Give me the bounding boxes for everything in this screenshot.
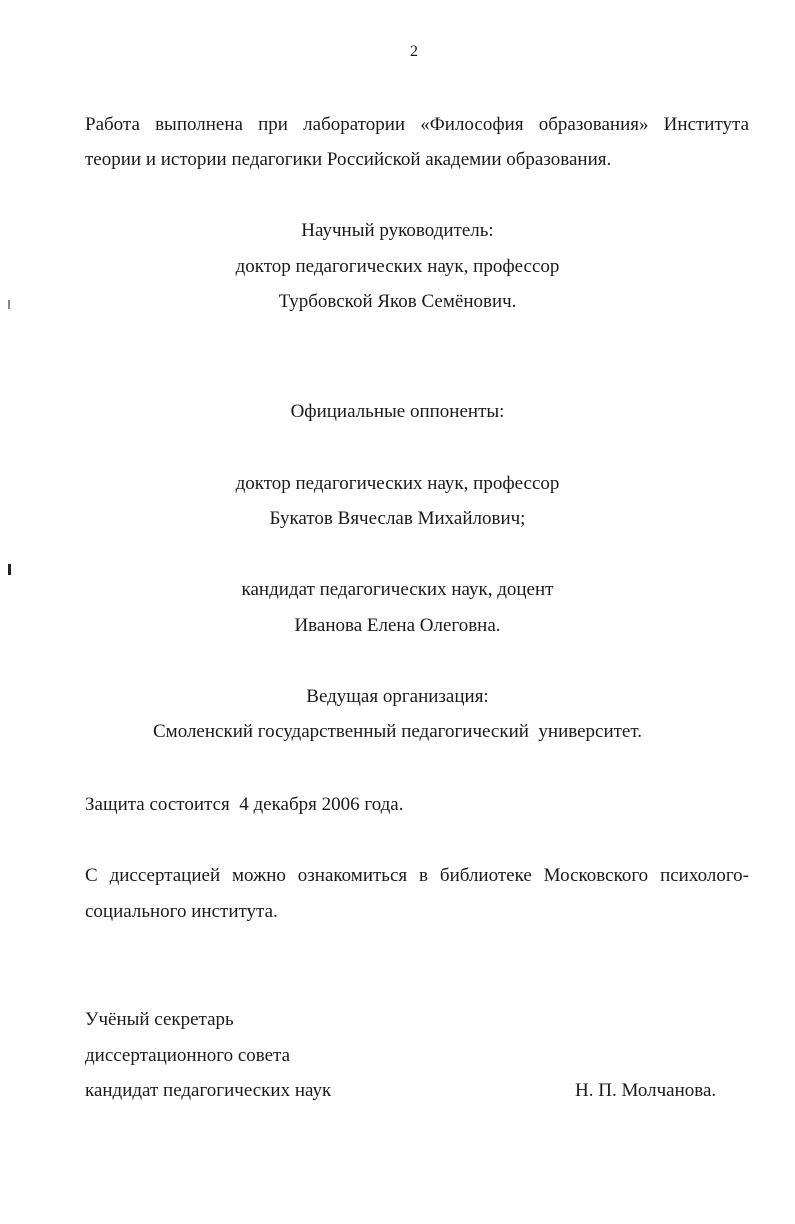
intro-line-1: Работа выполнена при лаборатории «Философия образования» Института (85, 114, 749, 135)
opponent-2-name: Иванова Елена Олеговна. (294, 615, 501, 636)
opponent-2-title: кандидат педагогических наук, доцент (241, 579, 554, 600)
supervisor-title: доктор педагогических наук, профессор (235, 256, 560, 277)
secretary-line-1: Учёный секретарь (85, 1009, 234, 1030)
intro-line-2: теории и истории педагогики Российской академии образования. (85, 149, 612, 170)
secretary-signature-name: Н. П. Молчанова. (575, 1080, 717, 1101)
opponent-1-title: доктор педагогических наук, профессор (235, 473, 560, 494)
lead-org-name: Смоленский государственный педагогический университет. (153, 721, 642, 742)
defense-date: Защита состоится 4 декабря 2006 года. (85, 794, 404, 815)
supervisor-heading: Научный руководитель: (301, 220, 494, 241)
library-line-1: С диссертацией можно ознакомиться в библиотеке Московского психолого- (85, 865, 749, 886)
opponent-1-name: Букатов Вячеслав Михайлович; (269, 508, 526, 529)
scan-mark (8, 564, 11, 575)
scan-mark (8, 300, 10, 309)
lead-org-heading: Ведущая организация: (306, 686, 489, 707)
secretary-line-3: кандидат педагогических наук (85, 1080, 332, 1101)
secretary-line-2: диссертационного совета (85, 1045, 291, 1066)
library-line-2: социального института. (85, 901, 278, 922)
page-number: 2 (410, 43, 418, 60)
supervisor-name: Турбовской Яков Семёнович. (278, 291, 517, 312)
opponents-heading: Официальные оппоненты: (290, 401, 505, 422)
